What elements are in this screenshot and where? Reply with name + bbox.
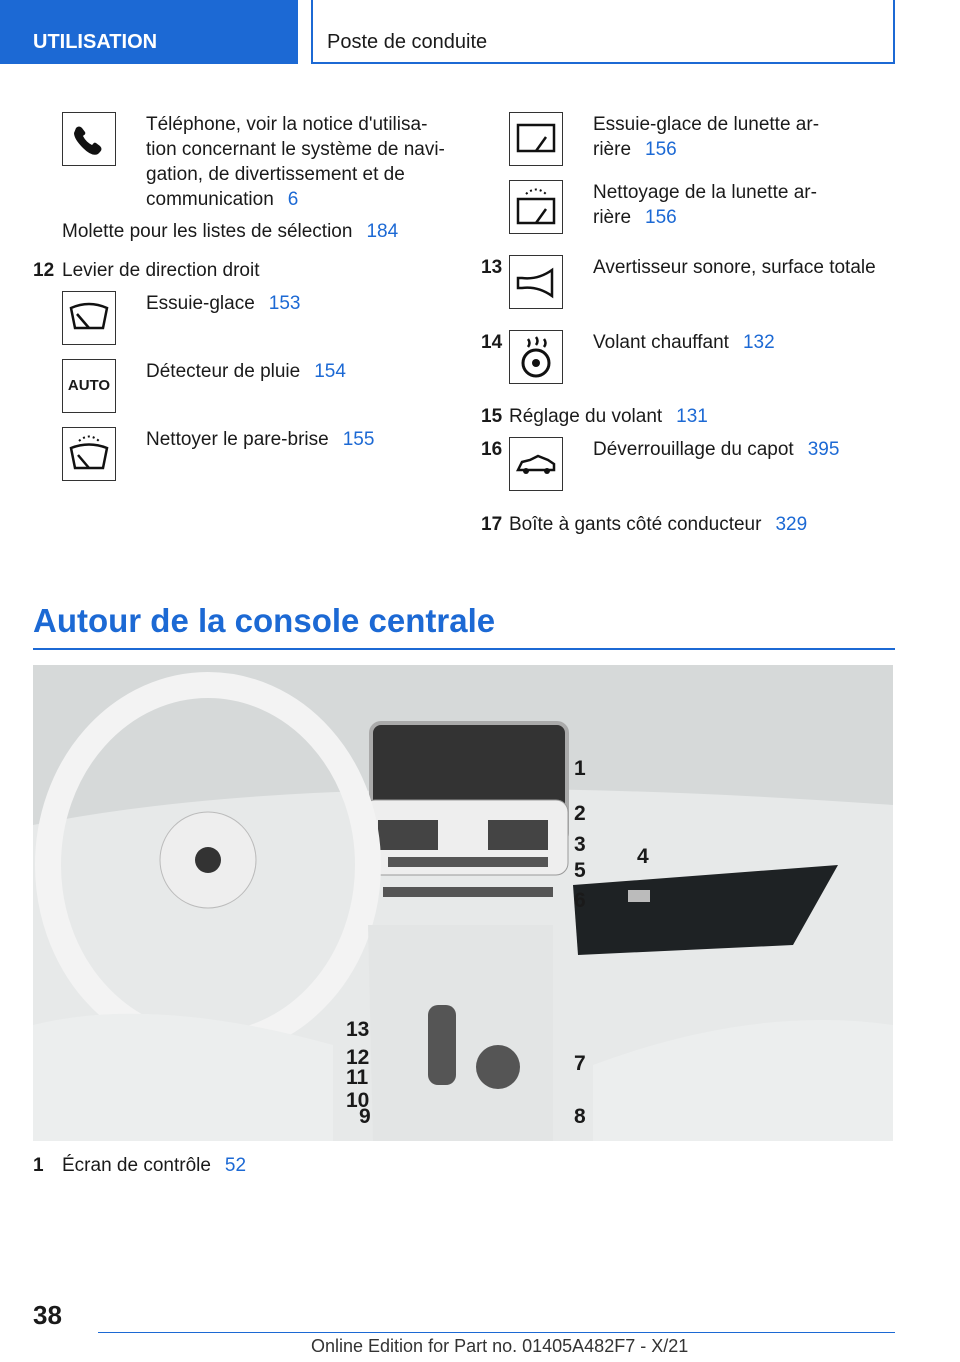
page-link[interactable]: 184 <box>366 221 399 242</box>
footer-divider <box>98 1332 895 1333</box>
callout-label: 10 <box>346 1089 370 1112</box>
rain-text: Détecteur de pluie 154 <box>146 361 346 382</box>
windshield-washer-icon <box>62 427 116 481</box>
page-link[interactable]: 154 <box>314 361 346 382</box>
callout-label: 7 <box>574 1052 586 1075</box>
wheel-text: Molette pour les listes de sélection 184 <box>62 221 399 242</box>
page-link[interactable]: 6 <box>287 189 299 210</box>
section-divider <box>33 648 895 650</box>
page-link[interactable]: 156 <box>645 139 677 160</box>
page-link[interactable]: 395 <box>807 439 840 460</box>
callout-label: 5 <box>574 859 586 882</box>
rear-wiper-text: Essuie-glace de lunette ar- rière 156 <box>593 114 820 160</box>
callout-label: 2 <box>574 802 586 825</box>
callout-label: 8 <box>574 1105 586 1128</box>
item-text: Réglage du volant 131 <box>509 406 708 427</box>
callout-label: 11 <box>346 1066 369 1089</box>
page-link[interactable]: 156 <box>645 207 677 228</box>
phone-text: Téléphone, voir la notice d'utilisa- tion concernant le système de navi- gation, de divertissement et de communication 6 <box>146 114 445 210</box>
phone-icon <box>62 112 116 166</box>
page-link[interactable]: 132 <box>742 332 775 353</box>
rain-sensor-icon: AUTO <box>62 359 116 413</box>
item-number: 16 <box>481 439 503 460</box>
item-number: 17 <box>481 514 503 535</box>
horn-icon <box>509 255 563 309</box>
page-link[interactable]: 329 <box>775 514 808 535</box>
item-text: Boîte à gants côté conducteur 329 <box>509 514 808 535</box>
item-number: 13 <box>481 257 503 278</box>
page-link[interactable]: 155 <box>342 429 375 450</box>
hood-release-icon <box>509 437 563 491</box>
callout-label: 3 <box>574 833 586 856</box>
rear-clean-text: Nettoyage de la lunette ar- rière 156 <box>593 182 817 228</box>
callout-label: 13 <box>346 1018 370 1041</box>
item-text: Volant chauffant 132 <box>593 332 775 353</box>
item-number: 15 <box>481 406 503 427</box>
rear-wiper-icon <box>509 112 563 166</box>
item-number: 12 <box>33 260 55 281</box>
callout-label: 6 <box>574 889 586 912</box>
rear-washer-icon <box>509 180 563 234</box>
heated-steering-wheel-icon <box>509 330 563 384</box>
callout-label: 4 <box>637 845 649 868</box>
page-link[interactable]: 52 <box>224 1155 247 1176</box>
footer-text: Online Edition for Part no. 01405A482F7 - X/21 <box>311 1336 689 1356</box>
clean-text: Nettoyer le pare-brise 155 <box>146 429 375 450</box>
item-text: Avertisseur sonore, surface totale <box>593 257 876 278</box>
caption-number: 1 <box>33 1155 44 1176</box>
header-section: UTILISATION <box>0 0 298 64</box>
caption-text: Écran de contrôle 52 <box>62 1155 247 1176</box>
item-text: Levier de direction droit <box>62 260 260 281</box>
wiper-text: Essuie-glace 153 <box>146 293 301 314</box>
callout-label: 12 <box>346 1046 370 1069</box>
item-number: 14 <box>481 332 503 353</box>
page-link[interactable]: 153 <box>268 293 301 314</box>
section-title: Autour de la console centrale <box>33 602 496 639</box>
item-text: Déverrouillage du capot 395 <box>593 439 840 460</box>
header-chapter: Poste de conduite <box>311 0 895 64</box>
center-console-illustration <box>33 665 893 1141</box>
page-link[interactable]: 131 <box>676 406 708 427</box>
callout-label: 1 <box>574 757 586 780</box>
callout-label: 9 <box>359 1105 371 1128</box>
wiper-icon <box>62 291 116 345</box>
page-number: 38 <box>33 1300 62 1330</box>
